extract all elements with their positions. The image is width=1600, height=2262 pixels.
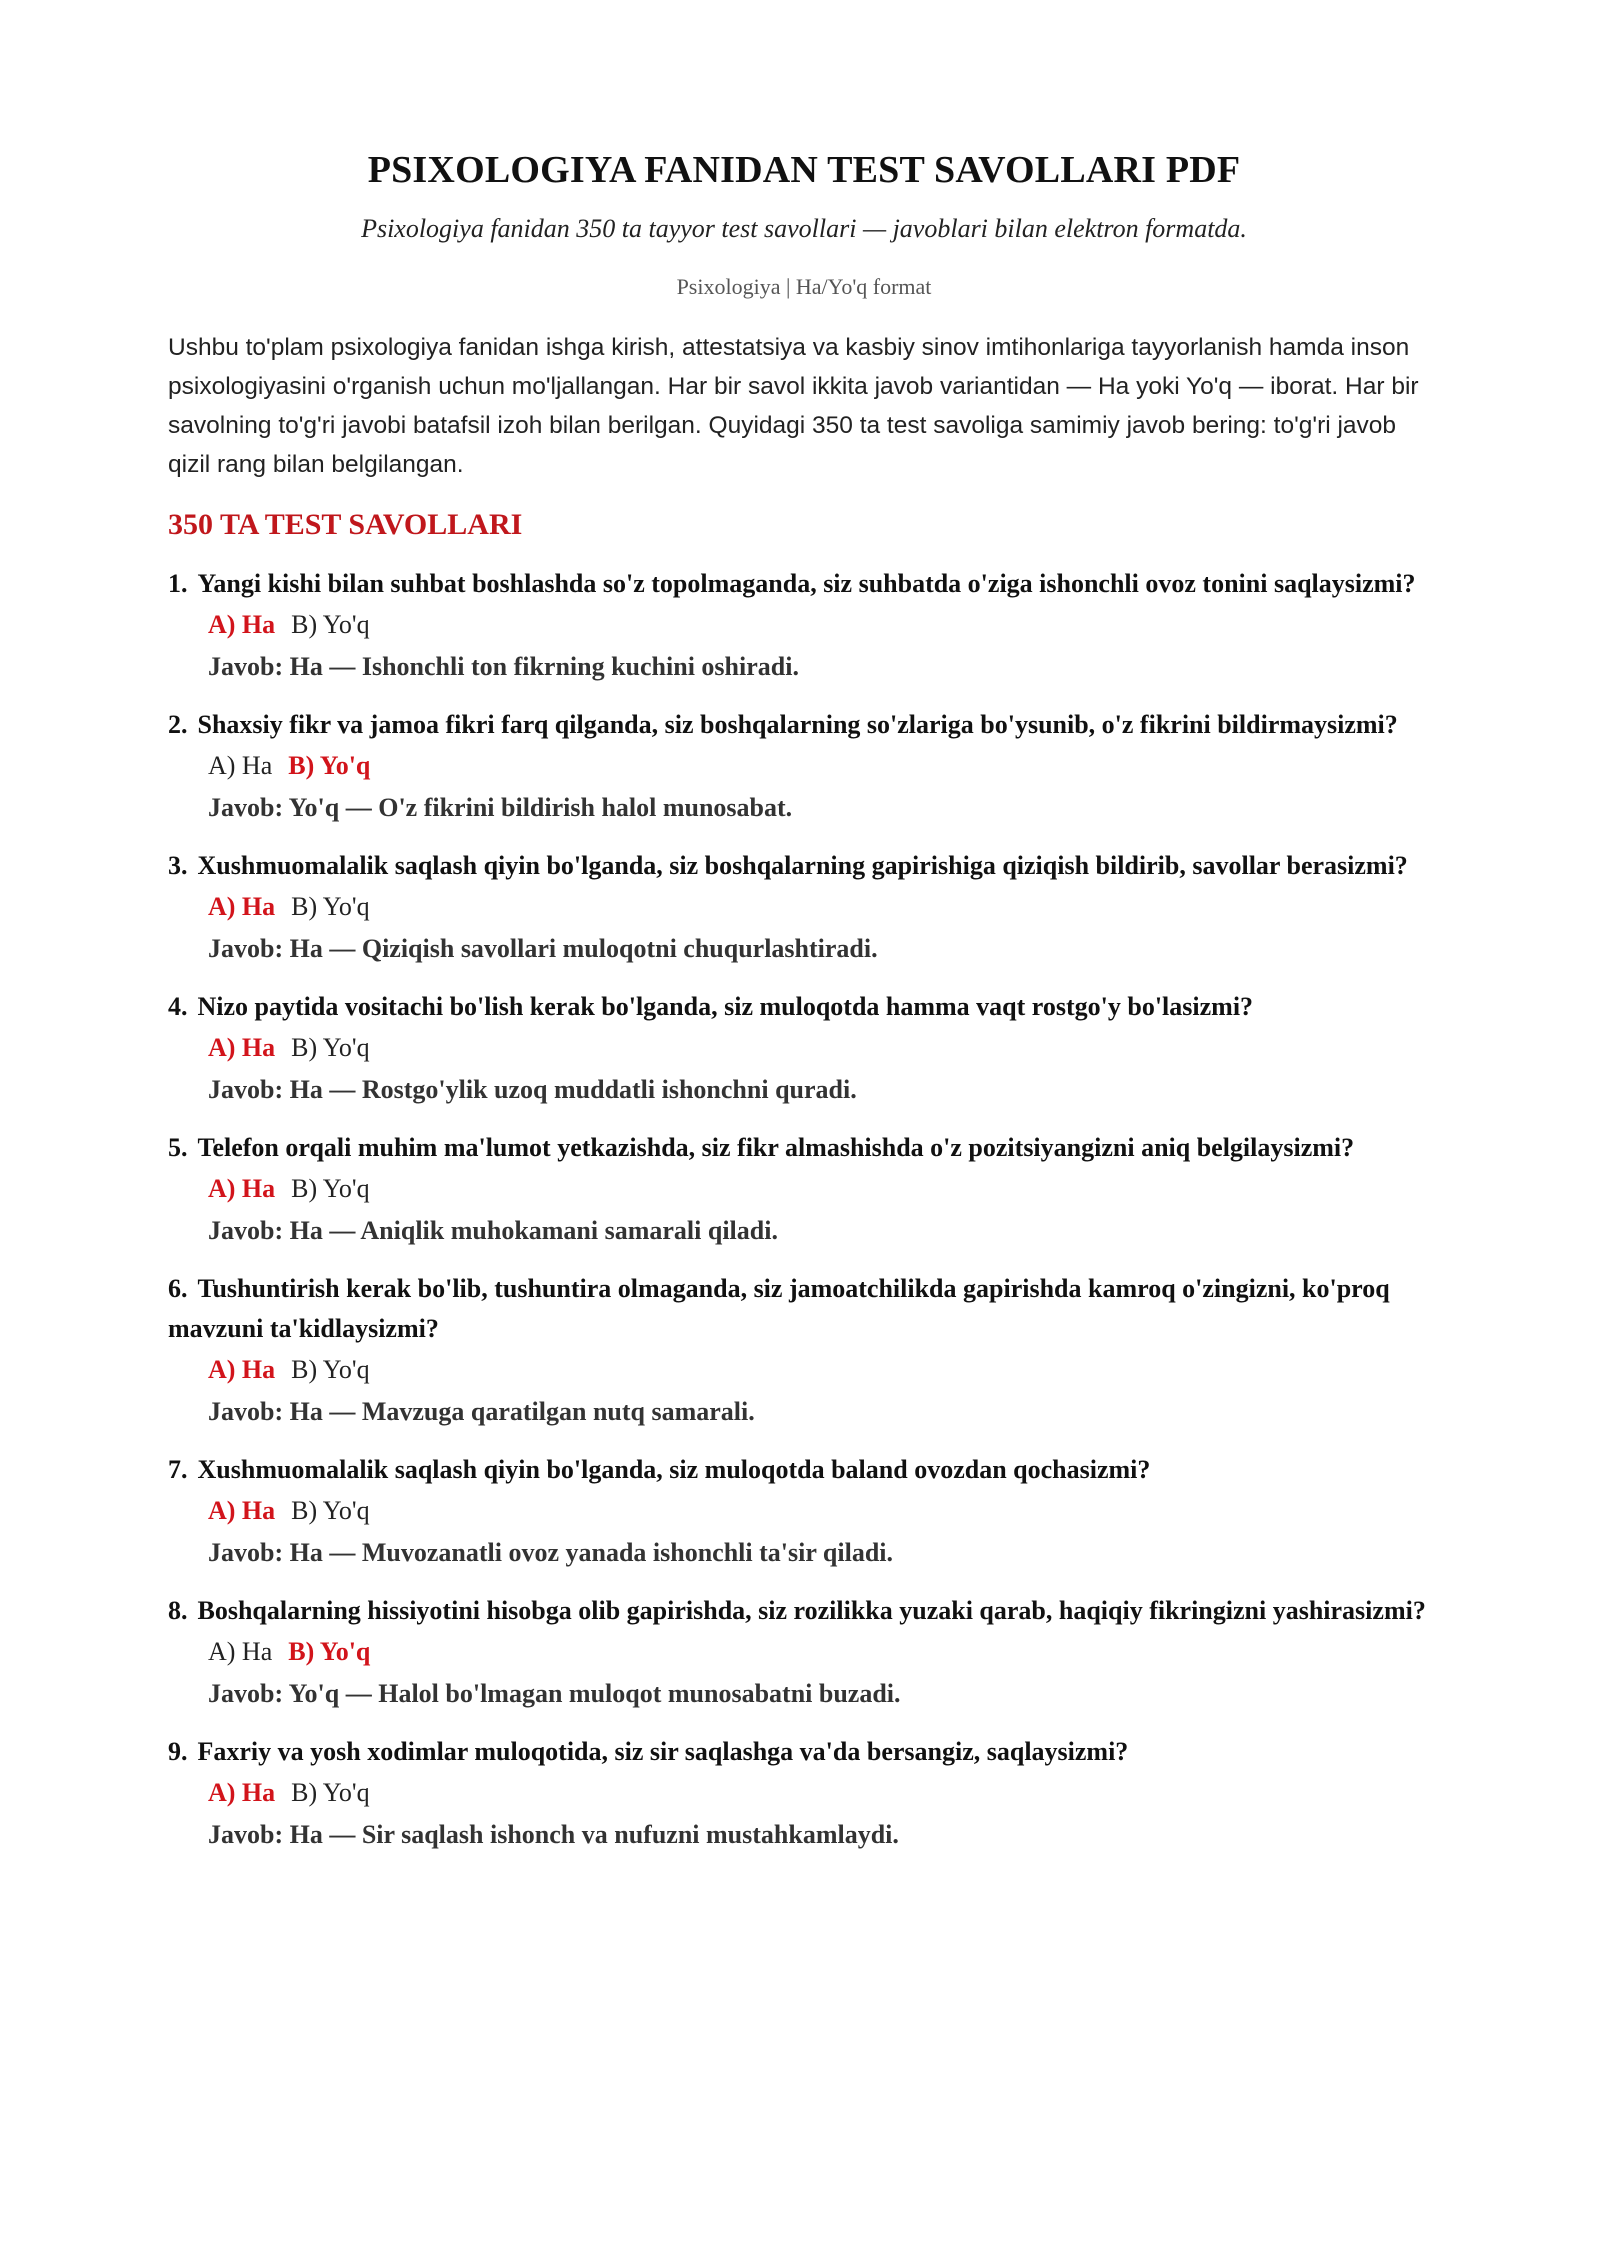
answer-options — [168, 604, 1440, 646]
question-item — [168, 1269, 1440, 1433]
question-item — [168, 987, 1440, 1111]
answer-options — [168, 1631, 1440, 1673]
question-number: 1. — [168, 569, 188, 598]
answer-explanation: Javob: Yo'q — O'z fikrini bildirish halol munosabat. — [208, 793, 793, 822]
question-text — [168, 1128, 1440, 1168]
option-b: B) Yo'q — [291, 610, 370, 639]
question-item — [168, 1591, 1440, 1715]
question-label: Xushmuomalalik saqlash qiyin bo'lganda, siz muloqotda baland ovozdan qochasizmi? — [197, 1455, 1151, 1484]
answer-options — [168, 886, 1440, 928]
question-text — [168, 1450, 1440, 1490]
option-b: B) Yo'q — [291, 892, 370, 921]
answer-explanation: Javob: Ha — Ishonchli ton fikrning kuchini oshiradi. — [208, 652, 799, 681]
answer-options — [168, 1027, 1440, 1069]
option-a: A) Ha — [208, 892, 276, 921]
question-item — [168, 564, 1440, 688]
answer-explanation: Javob: Ha — Sir saqlash ishonch va nufuzni mustahkamlaydi. — [208, 1820, 899, 1849]
option-a: A) Ha — [208, 1778, 276, 1807]
question-number: 2. — [168, 710, 188, 739]
answer-options — [168, 1772, 1440, 1814]
document-meta: Psixologiya | Ha/Yo'q format — [676, 274, 932, 299]
question-number: 8. — [168, 1596, 188, 1625]
question-item — [168, 705, 1440, 829]
question-label: Nizo paytida vositachi bo'lish kerak bo'lganda, siz muloqotda hamma vaqt rostgo'y bo'lasizmi? — [197, 992, 1254, 1021]
question-label: Shaxsiy fikr va jamoa fikri farq qilganda, siz boshqalarning so'zlariga bo'ysunib, o'z fikrini bildirmaysizmi? — [197, 710, 1398, 739]
question-number: 3. — [168, 851, 188, 880]
question-item — [168, 1450, 1440, 1574]
answer-options — [168, 1349, 1440, 1391]
option-a: A) Ha — [208, 1496, 276, 1525]
option-a: A) Ha — [208, 610, 276, 639]
question-label: Telefon orqali muhim ma'lumot yetkazishda, siz fikr almashishda o'z pozitsiyangizni aniq belgilaysizmi? — [197, 1133, 1355, 1162]
question-label: Yangi kishi bilan suhbat boshlashda so'z topolmaganda, siz suhbatda o'ziga ishonchli ovoz tonini saqlaysizmi? — [197, 569, 1416, 598]
option-b: B) Yo'q — [291, 1355, 370, 1384]
answer-explanation: Javob: Ha — Rostgo'ylik uzoq muddatli ishonchni quradi. — [208, 1075, 857, 1104]
question-label: Xushmuomalalik saqlash qiyin bo'lganda, siz boshqalarning gapirishiga qiziqish bildirib, savollar berasizmi? — [197, 851, 1408, 880]
question-text — [168, 705, 1440, 745]
answer-explanation: Javob: Ha — Aniqlik muhokamani samarali qiladi. — [208, 1216, 778, 1245]
answer-explanation: Javob: Yo'q — Halol bo'lmagan muloqot munosabatni buzadi. — [208, 1679, 901, 1708]
section-heading: 350 TA TEST SAVOLLARI — [168, 508, 523, 541]
question-list — [168, 564, 1440, 1856]
intro-paragraph: Ushbu to'plam psixologiya fanidan ishga kirish, attestatsiya va kasbiy sinov imtihonlariga tayyorlanish hamda inson psixologiyasini o'rganish uchun mo'ljallangan. Har bir savol ikkita javob variantidan — Ha yoki Yo'q — iborat. Har bir savolning to'g'ri javobi batafsil izoh bilan berilgan. Quyidagi 350 ta test savoliga samimiy javob bering: to'g'ri javob qizil rang bilan belgilangan. — [168, 334, 1419, 478]
option-a: A) Ha — [208, 751, 273, 780]
option-b: B) Yo'q — [288, 751, 371, 780]
question-number: 9. — [168, 1737, 188, 1766]
option-a: A) Ha — [208, 1033, 276, 1062]
question-label: Faxriy va yosh xodimlar muloqotida, siz sir saqlashga va'da bersangiz, saqlaysizmi? — [197, 1737, 1129, 1766]
question-text — [168, 1732, 1440, 1772]
option-b: B) Yo'q — [291, 1174, 370, 1203]
option-b: B) Yo'q — [291, 1778, 370, 1807]
answer-explanation: Javob: Ha — Muvozanatli ovoz yanada ishonchli ta'sir qiladi. — [208, 1538, 894, 1567]
answer-options — [168, 745, 1440, 787]
option-b: B) Yo'q — [291, 1033, 370, 1062]
answer-options — [168, 1490, 1440, 1532]
question-text — [168, 1269, 1440, 1349]
question-text — [168, 987, 1440, 1027]
question-number: 7. — [168, 1455, 188, 1484]
document-content — [168, 148, 1440, 1873]
option-a: A) Ha — [208, 1174, 276, 1203]
document-subtitle: Psixologiya fanidan 350 ta tayyor test savollari — javoblari bilan elektron formatda. — [361, 214, 1247, 243]
option-a: A) Ha — [208, 1637, 273, 1666]
question-item — [168, 1732, 1440, 1856]
question-label: Tushuntirish kerak bo'lib, tushuntira olmaganda, siz jamoatchilikda gapirishda kamroq o'zingizni, ko'proq mavzuni ta'kidlaysizmi? — [168, 1274, 1390, 1343]
option-a: A) Ha — [208, 1355, 276, 1384]
document-title: PSIXOLOGIYA FANIDAN TEST SAVOLLARI PDF — [367, 149, 1241, 191]
question-text — [168, 564, 1440, 604]
question-number: 4. — [168, 992, 188, 1021]
answer-options — [168, 1168, 1440, 1210]
question-text — [168, 1591, 1440, 1631]
answer-explanation: Javob: Ha — Qiziqish savollari muloqotni chuqurlashtiradi. — [208, 934, 878, 963]
option-b: B) Yo'q — [291, 1496, 370, 1525]
question-number: 6. — [168, 1274, 188, 1303]
question-item — [168, 846, 1440, 970]
question-item — [168, 1128, 1440, 1252]
question-text — [168, 846, 1440, 886]
question-number: 5. — [168, 1133, 188, 1162]
answer-explanation: Javob: Ha — Mavzuga qaratilgan nutq samarali. — [208, 1397, 755, 1426]
option-b: B) Yo'q — [288, 1637, 371, 1666]
question-label: Boshqalarning hissiyotini hisobga olib gapirishda, siz rozilikka yuzaki qarab, haqiqiy fikringizni yashirasizmi? — [197, 1596, 1426, 1625]
